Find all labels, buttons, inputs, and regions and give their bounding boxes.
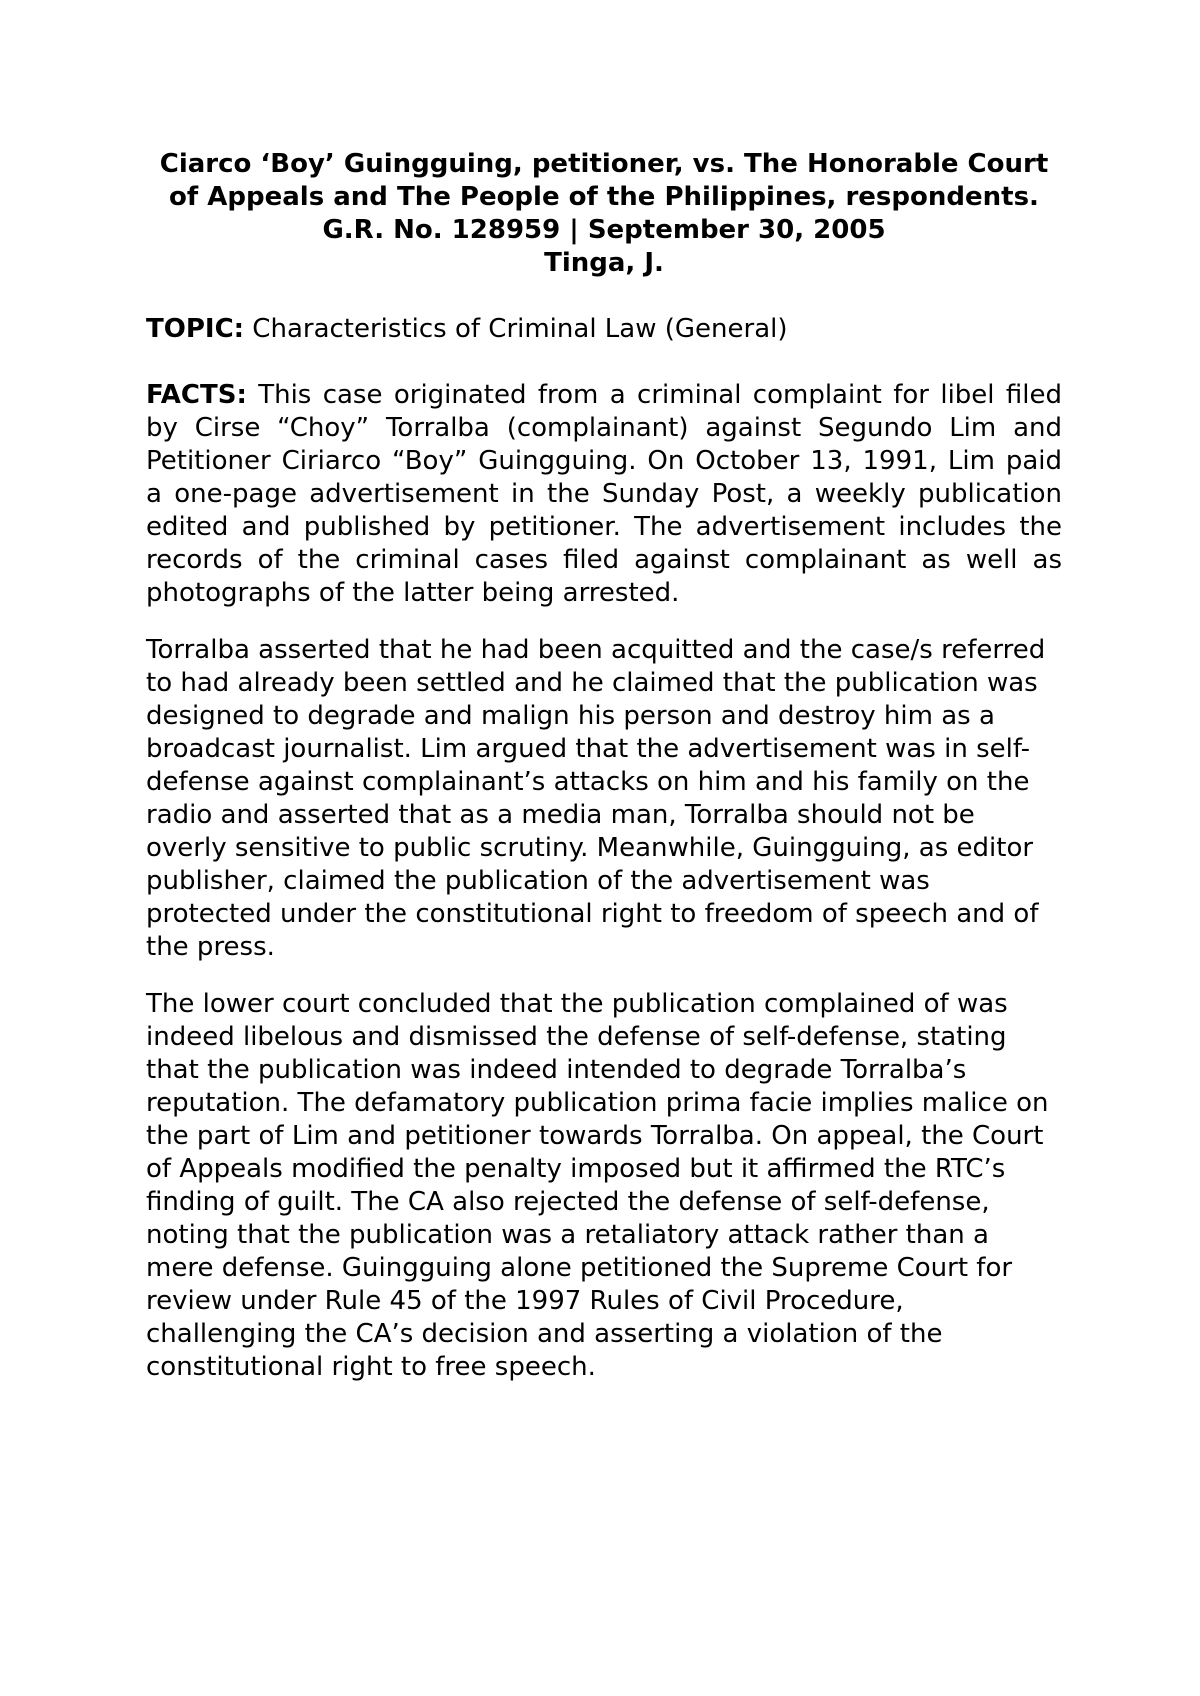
- topic-line: [146, 313, 1062, 346]
- facts-paragraph-2: Torralba asserted that he had been acquitted and the case/s referred to had already been settled and he claimed that the publication was designed to degrade and malign his person and destroy him as a broadcast journalist. Lim argued that the advertisement was in self-defense against complainant’s attacks on him and his family on the radio and asserted that as a media man, Torralba should not be overly sensitive to public scrutiny. Meanwhile, Guingguing, as editor publisher, claimed the publication of the advertisement was protected under the constitutional right to freedom of speech and of the press.: [146, 635, 1046, 962]
- case-number-date: G.R. No. 128959 | September 30, 2005: [322, 215, 886, 245]
- topic-text: Characteristics of Criminal Law (General): [244, 314, 788, 344]
- facts-text-1: This case originated from a criminal complaint for libel filed by Cirse “Choy” Torralba (complainant) against Segundo Lim and Petitioner Ciriarco “Boy” Guingguing. On October 13, 1991, Lim paid a one-page advertisement in the Sunday Post, a weekly publication edited and published by petitioner. The advertisement includes the records of the criminal cases filed against complainant as well as photographs of the latter being arrested.: [146, 380, 1062, 608]
- facts-paragraph-3: The lower court concluded that the publication complained of was indeed libelous and dismissed the defense of self-defense, stating that the publication was indeed intended to degrade Torralba’s reputation. The defamatory publication prima facie implies malice on the part of Lim and petitioner towards Torralba. On appeal, the Court of Appeals modified the penalty imposed but it affirmed the RTC’s finding of guilt. The CA also rejected the defense of self-defense, noting that the publication was a retaliatory attack rather than a mere defense. Guingguing alone petitioned the Supreme Court for review under Rule 45 of the 1997 Rules of Civil Procedure, challenging the CA’s decision and asserting a violation of the constitutional right to free speech.: [146, 989, 1049, 1382]
- ponente: Tinga, J.: [544, 248, 664, 278]
- facts-paragraph-1: [146, 379, 1062, 610]
- facts-label: FACTS:: [146, 380, 247, 410]
- case-title-block: [146, 148, 1062, 280]
- case-title: Ciarco ‘Boy’ Guingguing, petitioner, vs. The Honorable Court of Appeals and The People of the Philippines, respondents.: [159, 149, 1049, 212]
- document-page: [146, 148, 1062, 1384]
- topic-label: TOPIC:: [146, 314, 245, 344]
